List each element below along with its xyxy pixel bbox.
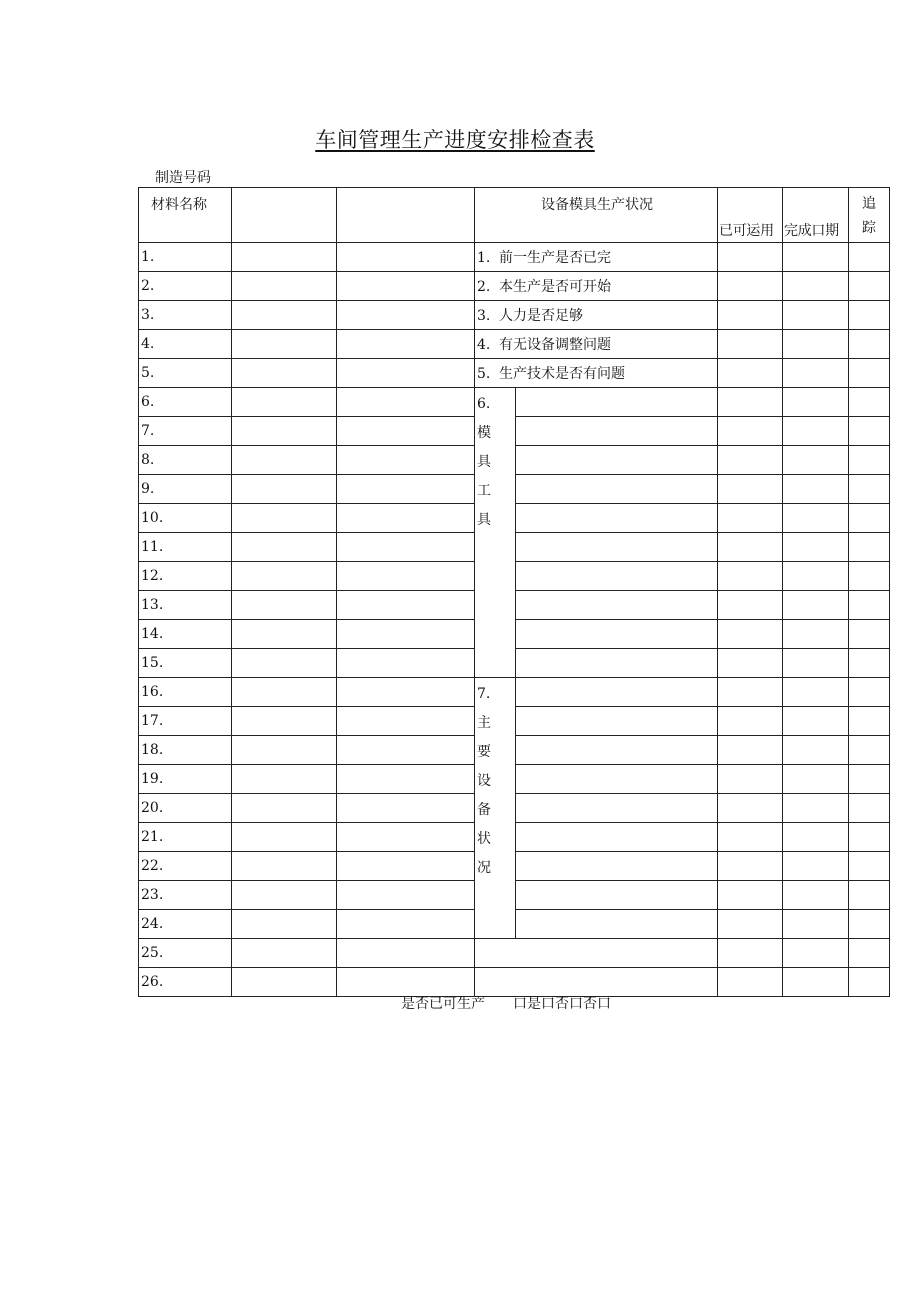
group-label-char: 要	[477, 744, 491, 760]
material-cell[interactable]	[232, 736, 337, 765]
table-row	[139, 388, 890, 417]
material-detail-cell[interactable]	[337, 881, 475, 910]
available-cell[interactable]	[718, 852, 783, 881]
completion-date-cell[interactable]	[783, 852, 849, 881]
footer-question: 是否已可生产	[401, 996, 485, 1012]
group-label-char: 工	[477, 483, 491, 499]
completion-date-cell[interactable]	[783, 620, 849, 649]
group-label-char: 模	[477, 425, 491, 441]
row-number-cell: 7.	[139, 417, 232, 446]
row-number-cell: 26.	[139, 968, 232, 997]
header-completion-date: 完成口期	[783, 188, 849, 243]
available-cell[interactable]	[718, 649, 783, 678]
available-cell[interactable]	[718, 823, 783, 852]
completion-date-cell[interactable]	[783, 939, 849, 968]
tracking-cell[interactable]	[849, 388, 890, 417]
completion-date-cell[interactable]	[783, 504, 849, 533]
status-cell[interactable]	[475, 939, 718, 968]
header-blank-cell	[337, 188, 475, 243]
material-cell[interactable]	[232, 881, 337, 910]
check-item-cell	[475, 301, 718, 330]
available-cell[interactable]	[718, 968, 783, 997]
group-label-char: 设	[477, 773, 491, 789]
material-detail-cell[interactable]	[337, 301, 475, 330]
status-detail-cell[interactable]	[516, 417, 718, 446]
available-cell[interactable]	[718, 417, 783, 446]
tracking-cell[interactable]	[849, 504, 890, 533]
check-item-number: 3.	[477, 308, 491, 324]
material-detail-cell[interactable]	[337, 794, 475, 823]
footer-options[interactable]: 口是口否口否口	[513, 996, 611, 1012]
completion-date-cell[interactable]	[783, 330, 849, 359]
material-detail-cell[interactable]	[337, 388, 475, 417]
material-detail-cell[interactable]	[337, 243, 475, 272]
available-cell[interactable]	[718, 243, 783, 272]
status-detail-cell[interactable]	[516, 649, 718, 678]
material-cell[interactable]	[232, 330, 337, 359]
row-number-cell: 23.	[139, 881, 232, 910]
completion-date-cell[interactable]	[783, 910, 849, 939]
check-item-text: 有无设备调整问题	[499, 337, 611, 353]
material-detail-cell[interactable]	[337, 359, 475, 388]
material-detail-cell[interactable]	[337, 504, 475, 533]
material-cell[interactable]	[232, 562, 337, 591]
row-number-cell: 20.	[139, 794, 232, 823]
status-detail-cell[interactable]	[516, 591, 718, 620]
schedule-check-table	[138, 187, 890, 997]
completion-date-cell[interactable]	[783, 417, 849, 446]
material-detail-cell[interactable]	[337, 417, 475, 446]
completion-date-cell[interactable]	[783, 591, 849, 620]
tracking-cell[interactable]	[849, 910, 890, 939]
group-label-char: 况	[477, 860, 491, 876]
group-label-char: 主	[477, 715, 491, 731]
header-tracking: 追 踪	[849, 188, 890, 243]
status-detail-cell[interactable]	[516, 736, 718, 765]
completion-date-cell[interactable]	[783, 359, 849, 388]
group-label-char: 状	[477, 831, 491, 847]
check-item-text: 本生产是否可开始	[499, 279, 611, 295]
table-row	[139, 330, 890, 359]
check-item-number: 2.	[477, 279, 491, 295]
material-cell[interactable]	[232, 272, 337, 301]
mold-tool-group-label	[475, 388, 516, 678]
check-item-text: 前一生产是否已完	[499, 250, 611, 266]
tracking-cell[interactable]	[849, 533, 890, 562]
tracking-cell[interactable]	[849, 620, 890, 649]
material-cell[interactable]	[232, 359, 337, 388]
tracking-cell[interactable]	[849, 881, 890, 910]
row-number-cell: 12.	[139, 562, 232, 591]
status-detail-cell[interactable]	[516, 852, 718, 881]
check-item-number: 4.	[477, 337, 491, 353]
row-number-cell: 8.	[139, 446, 232, 475]
completion-date-cell[interactable]	[783, 446, 849, 475]
completion-date-cell[interactable]	[783, 475, 849, 504]
status-detail-cell[interactable]	[516, 678, 718, 707]
row-number-cell: 4.	[139, 330, 232, 359]
completion-date-cell[interactable]	[783, 823, 849, 852]
material-cell[interactable]	[232, 388, 337, 417]
available-cell[interactable]	[718, 620, 783, 649]
completion-date-cell[interactable]	[783, 678, 849, 707]
material-cell[interactable]	[232, 649, 337, 678]
completion-date-cell[interactable]	[783, 765, 849, 794]
material-detail-cell[interactable]	[337, 910, 475, 939]
material-cell[interactable]	[232, 707, 337, 736]
tracking-cell[interactable]	[849, 736, 890, 765]
row-number-cell: 3.	[139, 301, 232, 330]
available-cell[interactable]	[718, 301, 783, 330]
tracking-cell[interactable]	[849, 765, 890, 794]
available-cell[interactable]	[718, 939, 783, 968]
status-detail-cell[interactable]	[516, 794, 718, 823]
row-number-cell: 16.	[139, 678, 232, 707]
material-detail-cell[interactable]	[337, 765, 475, 794]
row-number-cell: 2.	[139, 272, 232, 301]
material-detail-cell[interactable]	[337, 736, 475, 765]
status-detail-cell[interactable]	[516, 533, 718, 562]
material-cell[interactable]	[232, 910, 337, 939]
status-detail-cell[interactable]	[516, 765, 718, 794]
group-label-char: 7.	[477, 686, 491, 702]
main-equipment-group-label	[475, 678, 516, 939]
table-row	[139, 272, 890, 301]
material-cell[interactable]	[232, 446, 337, 475]
row-number-cell: 19.	[139, 765, 232, 794]
tracking-cell[interactable]	[849, 446, 890, 475]
material-cell[interactable]	[232, 620, 337, 649]
completion-date-cell[interactable]	[783, 562, 849, 591]
material-cell[interactable]	[232, 968, 337, 997]
completion-date-cell[interactable]	[783, 881, 849, 910]
group-label-char: 备	[477, 802, 491, 818]
tracking-cell[interactable]	[849, 649, 890, 678]
status-detail-cell[interactable]	[516, 707, 718, 736]
material-detail-cell[interactable]	[337, 649, 475, 678]
available-cell[interactable]	[718, 533, 783, 562]
material-detail-cell[interactable]	[337, 823, 475, 852]
completion-date-cell[interactable]	[783, 388, 849, 417]
row-number-cell: 14.	[139, 620, 232, 649]
available-cell[interactable]	[718, 446, 783, 475]
material-detail-cell[interactable]	[337, 620, 475, 649]
status-detail-cell[interactable]	[516, 910, 718, 939]
table-row	[139, 359, 890, 388]
material-detail-cell[interactable]	[337, 939, 475, 968]
row-number-cell: 10.	[139, 504, 232, 533]
material-cell[interactable]	[232, 475, 337, 504]
material-cell[interactable]	[232, 939, 337, 968]
status-detail-cell[interactable]	[516, 446, 718, 475]
group-label-char: 具	[477, 454, 491, 470]
check-item-cell	[475, 272, 718, 301]
material-detail-cell[interactable]	[337, 852, 475, 881]
row-number-cell: 21.	[139, 823, 232, 852]
status-detail-cell[interactable]	[516, 562, 718, 591]
material-detail-cell[interactable]	[337, 446, 475, 475]
row-number-cell: 24.	[139, 910, 232, 939]
completion-date-cell[interactable]	[783, 707, 849, 736]
tracking-cell[interactable]	[849, 852, 890, 881]
available-cell[interactable]	[718, 678, 783, 707]
available-cell[interactable]	[718, 359, 783, 388]
footer-line	[401, 993, 611, 1013]
available-cell[interactable]	[718, 504, 783, 533]
material-cell[interactable]	[232, 417, 337, 446]
check-item-number: 5.	[477, 366, 491, 382]
page-title: 车间管理生产进度安排检查表	[315, 128, 595, 152]
material-detail-cell[interactable]	[337, 475, 475, 504]
status-detail-cell[interactable]	[516, 620, 718, 649]
completion-date-cell[interactable]	[783, 301, 849, 330]
available-cell[interactable]	[718, 388, 783, 417]
available-cell[interactable]	[718, 591, 783, 620]
tracking-cell[interactable]	[849, 823, 890, 852]
tracking-cell[interactable]	[849, 939, 890, 968]
group-label-char: 6.	[477, 396, 491, 412]
tracking-cell[interactable]	[849, 707, 890, 736]
material-detail-cell[interactable]	[337, 707, 475, 736]
tracking-cell[interactable]	[849, 359, 890, 388]
tracking-cell[interactable]	[849, 591, 890, 620]
material-cell[interactable]	[232, 678, 337, 707]
tracking-cell[interactable]	[849, 475, 890, 504]
tracking-cell[interactable]	[849, 301, 890, 330]
material-detail-cell[interactable]	[337, 272, 475, 301]
available-cell[interactable]	[718, 707, 783, 736]
tracking-cell[interactable]	[849, 968, 890, 997]
table-row	[139, 678, 890, 707]
available-cell[interactable]	[718, 910, 783, 939]
material-detail-cell[interactable]	[337, 591, 475, 620]
available-cell[interactable]	[718, 272, 783, 301]
status-detail-cell[interactable]	[516, 881, 718, 910]
available-cell[interactable]	[718, 765, 783, 794]
completion-date-cell[interactable]	[783, 794, 849, 823]
header-available: 已可运用	[718, 188, 783, 243]
completion-date-cell[interactable]	[783, 968, 849, 997]
status-detail-cell[interactable]	[516, 388, 718, 417]
row-number-cell: 9.	[139, 475, 232, 504]
tracking-cell[interactable]	[849, 417, 890, 446]
material-cell[interactable]	[232, 533, 337, 562]
status-detail-cell[interactable]	[516, 823, 718, 852]
completion-date-cell[interactable]	[783, 243, 849, 272]
tracking-cell[interactable]	[849, 243, 890, 272]
available-cell[interactable]	[718, 736, 783, 765]
material-cell[interactable]	[232, 504, 337, 533]
completion-date-cell[interactable]	[783, 272, 849, 301]
row-number-cell: 11.	[139, 533, 232, 562]
material-detail-cell[interactable]	[337, 533, 475, 562]
check-item-cell	[475, 243, 718, 272]
header-blank-cell	[232, 188, 337, 243]
material-cell[interactable]	[232, 591, 337, 620]
check-item-text: 生产技术是否有问题	[499, 366, 625, 382]
make-number-label: 制造号码	[155, 170, 211, 186]
header-row	[139, 188, 890, 243]
check-item-cell	[475, 330, 718, 359]
check-item-cell	[475, 359, 718, 388]
check-item-number: 1.	[477, 250, 491, 266]
available-cell[interactable]	[718, 794, 783, 823]
tracking-cell[interactable]	[849, 272, 890, 301]
row-number-cell: 6.	[139, 388, 232, 417]
available-cell[interactable]	[718, 475, 783, 504]
tracking-cell[interactable]	[849, 330, 890, 359]
row-number-cell: 13.	[139, 591, 232, 620]
status-detail-cell[interactable]	[516, 475, 718, 504]
row-number-cell: 1.	[139, 243, 232, 272]
status-detail-cell[interactable]	[516, 504, 718, 533]
material-cell[interactable]	[232, 301, 337, 330]
row-number-cell: 15.	[139, 649, 232, 678]
material-detail-cell[interactable]	[337, 330, 475, 359]
row-number-cell: 5.	[139, 359, 232, 388]
material-cell[interactable]	[232, 823, 337, 852]
group-label-char: 具	[477, 512, 491, 528]
row-number-cell: 25.	[139, 939, 232, 968]
material-detail-cell[interactable]	[337, 562, 475, 591]
material-detail-cell[interactable]	[337, 678, 475, 707]
row-number-cell: 17.	[139, 707, 232, 736]
completion-date-cell[interactable]	[783, 533, 849, 562]
material-cell[interactable]	[232, 243, 337, 272]
available-cell[interactable]	[718, 881, 783, 910]
header-material-name: 材料名称	[139, 188, 232, 243]
available-cell[interactable]	[718, 330, 783, 359]
row-number-cell: 22.	[139, 852, 232, 881]
available-cell[interactable]	[718, 562, 783, 591]
material-cell[interactable]	[232, 765, 337, 794]
tracking-cell[interactable]	[849, 678, 890, 707]
completion-date-cell[interactable]	[783, 649, 849, 678]
check-item-text: 人力是否足够	[499, 308, 583, 324]
tracking-cell[interactable]	[849, 562, 890, 591]
material-cell[interactable]	[232, 794, 337, 823]
completion-date-cell[interactable]	[783, 736, 849, 765]
tracking-cell[interactable]	[849, 794, 890, 823]
header-status: 设备模具生产状况	[475, 188, 718, 243]
row-number-cell: 18.	[139, 736, 232, 765]
table-row	[139, 243, 890, 272]
material-cell[interactable]	[232, 852, 337, 881]
table-row	[139, 939, 890, 968]
table-row	[139, 301, 890, 330]
